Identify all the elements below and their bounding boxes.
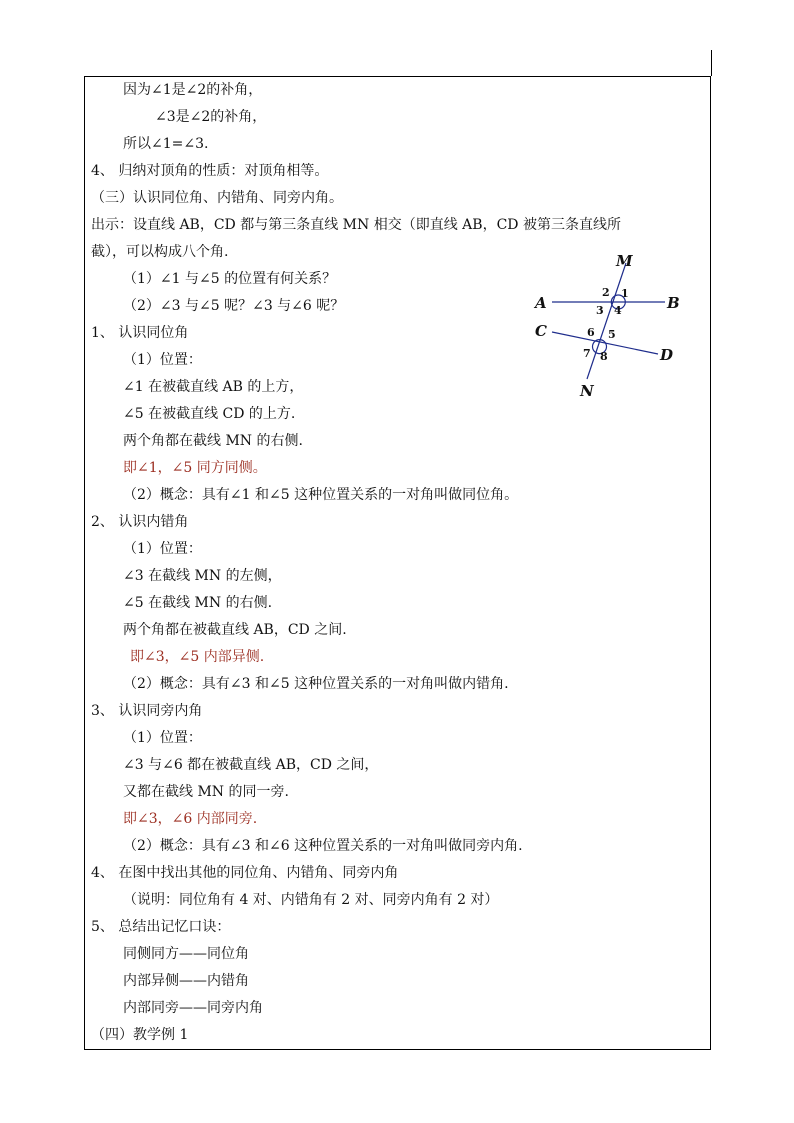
- label-n: N: [580, 382, 594, 398]
- text-line: （1）位置：: [123, 730, 202, 746]
- text-line: 所以∠1=∠3.: [123, 136, 209, 152]
- section-heading: （四）教学例 1: [91, 1027, 189, 1043]
- angle-label-5: 5: [608, 328, 616, 341]
- text-line: ∠5 在被截直线 CD 的上方.: [123, 406, 296, 422]
- table-border-top-right: [711, 50, 712, 76]
- text-line: （2）概念：具有∠3 和∠5 这种位置关系的一对角叫做内错角.: [123, 676, 509, 692]
- label-m: M: [616, 252, 633, 270]
- text-line: 两个角都在截线 MN 的右侧.: [123, 433, 303, 449]
- text-line: ∠3是∠2的补角，: [155, 109, 267, 125]
- angle-label-8: 8: [600, 350, 608, 363]
- label-a: A: [535, 294, 547, 312]
- mnemonic-line: 同侧同方——同位角: [123, 946, 249, 962]
- text-line: 因为∠1是∠2的补角，: [123, 82, 263, 98]
- angle-label-7: 7: [583, 347, 591, 360]
- angle-diagram: [530, 248, 685, 398]
- highlight-line: 即∠3，∠5 内部异侧.: [130, 649, 265, 665]
- text-line: ∠5 在截线 MN 的右侧.: [123, 595, 273, 611]
- mnemonic-line: 内部同旁——同旁内角: [123, 1000, 263, 1016]
- text-line: 又都在截线 MN 的同一旁.: [123, 784, 289, 800]
- text-line: （2）概念：具有∠1 和∠5 这种位置关系的一对角叫做同位角。: [123, 487, 519, 503]
- text-line: ∠1 在被截直线 AB 的上方，: [123, 379, 304, 395]
- subsection-heading: 2、 认识内错角: [91, 514, 189, 530]
- label-b: B: [667, 294, 680, 312]
- angle-label-3: 3: [596, 304, 604, 317]
- highlight-line: 即∠1，∠5 同方同侧。: [123, 460, 267, 476]
- section-heading: （三）认识同位角、内错角、同旁内角。: [91, 190, 343, 206]
- label-d: D: [660, 346, 674, 364]
- subsection-heading: 5、 总结出记忆口诀：: [91, 919, 231, 935]
- text-line: 4、 归纳对顶角的性质：对顶角相等。: [91, 163, 329, 179]
- text-line: 出示：设直线 AB，CD 都与第三条直线 MN 相交（即直线 AB，CD 被第三条直线所: [91, 217, 621, 233]
- question: （1）∠1 与∠5 的位置有何关系？: [123, 271, 337, 287]
- angle-label-1: 1: [621, 287, 629, 300]
- text-line: （1）位置：: [123, 541, 202, 557]
- text-line: （2）概念：具有∠3 和∠6 这种位置关系的一对角叫做同旁内角.: [123, 838, 523, 854]
- text-line: 截），可以构成八个角.: [91, 244, 229, 260]
- text-line: （1）位置：: [123, 352, 202, 368]
- mnemonic-line: 内部异侧——内错角: [123, 973, 249, 989]
- angle-label-2: 2: [602, 286, 610, 299]
- subsection-heading: 1、 认识同位角: [91, 325, 189, 341]
- angle-label-4: 4: [614, 304, 622, 317]
- text-line: ∠3 与∠6 都在被截直线 AB，CD 之间，: [123, 757, 379, 773]
- angle-label-6: 6: [587, 326, 595, 339]
- text-line: 两个角都在被截直线 AB，CD 之间.: [123, 622, 347, 638]
- highlight-line: 即∠3，∠6 内部同旁.: [123, 811, 258, 827]
- label-c: C: [535, 322, 547, 340]
- subsection-heading: 4、 在图中找出其他的同位角、内错角、同旁内角: [91, 865, 399, 881]
- subsection-heading: 3、 认识同旁内角: [91, 703, 203, 719]
- question: （2）∠3 与∠5 呢？∠3 与∠6 呢？: [123, 298, 345, 314]
- text-line: ∠3 在截线 MN 的左侧，: [123, 568, 282, 584]
- text-line: （说明：同位角有 4 对、内错角有 2 对、同旁内角有 2 对）: [123, 892, 499, 908]
